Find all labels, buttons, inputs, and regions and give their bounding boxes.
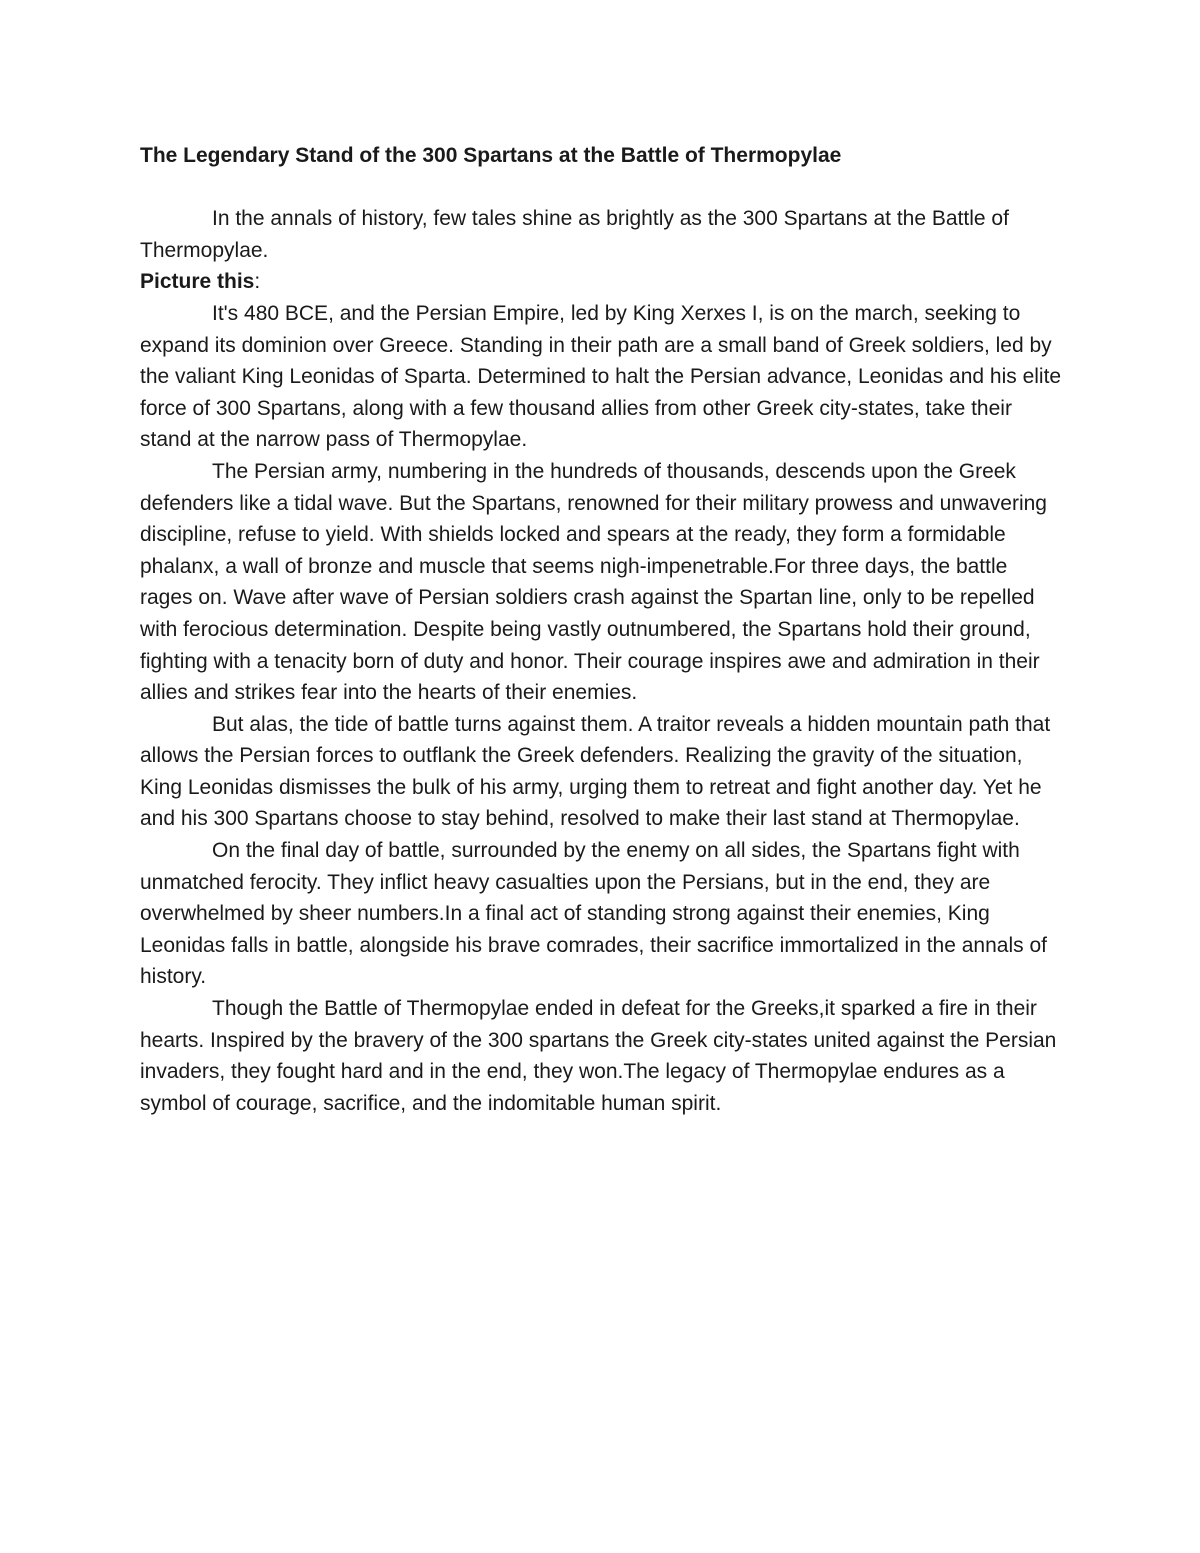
subheading-text: Picture this <box>140 270 255 294</box>
subheading <box>140 266 1065 298</box>
document-body <box>140 140 1065 1119</box>
paragraph: Though the Battle of Thermopylae ended in defeat for the Greeks,it sparked a fire in their hearts. Inspired by the bravery of the 300 spartans the Greek city-states united against the Persian invaders, they fought hard and in the end, they won.The legacy of Thermopylae endures as a symbol of courage, sacrifice, and the indomitable human spirit. <box>140 997 1057 1115</box>
intro-paragraph: In the annals of history, few tales shine as brightly as the 300 Spartans at the Battle of Thermopylae. <box>140 207 1009 262</box>
paragraph: It's 480 BCE, and the Persian Empire, led by King Xerxes I, is on the march, seeking to expand its dominion over Greece. Standing in their path are a small band of Greek soldiers, led by the valiant King Leonidas of Sparta. Determined to halt the Persian advance, Leonidas and his elite force of 300 Spartans, along with a few thousand allies from other Greek city-states, take their stand at the narrow pass of Thermopylae. <box>140 301 1062 452</box>
paragraph: On the final day of battle, surrounded by the enemy on all sides, the Spartans fight with unmatched ferocity. They inflict heavy casualties upon the Persians, but in the end, they are overwhelmed by sheer numbers.In a final act of standing strong against their enemies, King Leonidas falls in battle, alongside his brave comrades, their sacrifice immortalized in the annals of history. <box>140 839 1047 989</box>
paragraph: But alas, the tide of battle turns against them. A traitor reveals a hidden mountain path that allows the Persian forces to outflank the Greek defenders. Realizing the gravity of the situation, King Leonidas dismisses the bulk of his army, urging them to retreat and fight another day. Yet he and his 300 Spartans choose to stay behind, resolved to make their last stand at Thermopylae. <box>140 712 1051 831</box>
paragraph: The Persian army, numbering in the hundreds of thousands, descends upon the Greek defenders like a tidal wave. But the Spartans, renowned for their military prowess and unwavering discipline, refuse to yield. With shields locked and spears at the ready, they form a formidable phalanx, a wall of bronze and muscle that seems nigh-impenetrable.For three days, the battle rages on. Wave after wave of Persian soldiers crash against the Spartan line, only to be repelled with ferocious determination. Despite being vastly outnumbered, the Spartans hold their ground, fighting with a tenacity born of duty and honor. Their courage inspires awe and admiration in their allies and strikes fear into the hearts of their enemies. <box>140 459 1047 705</box>
subheading-colon: : <box>254 270 261 294</box>
document-title: The Legendary Stand of the 300 Spartans at the Battle of Thermopylae <box>140 144 842 167</box>
